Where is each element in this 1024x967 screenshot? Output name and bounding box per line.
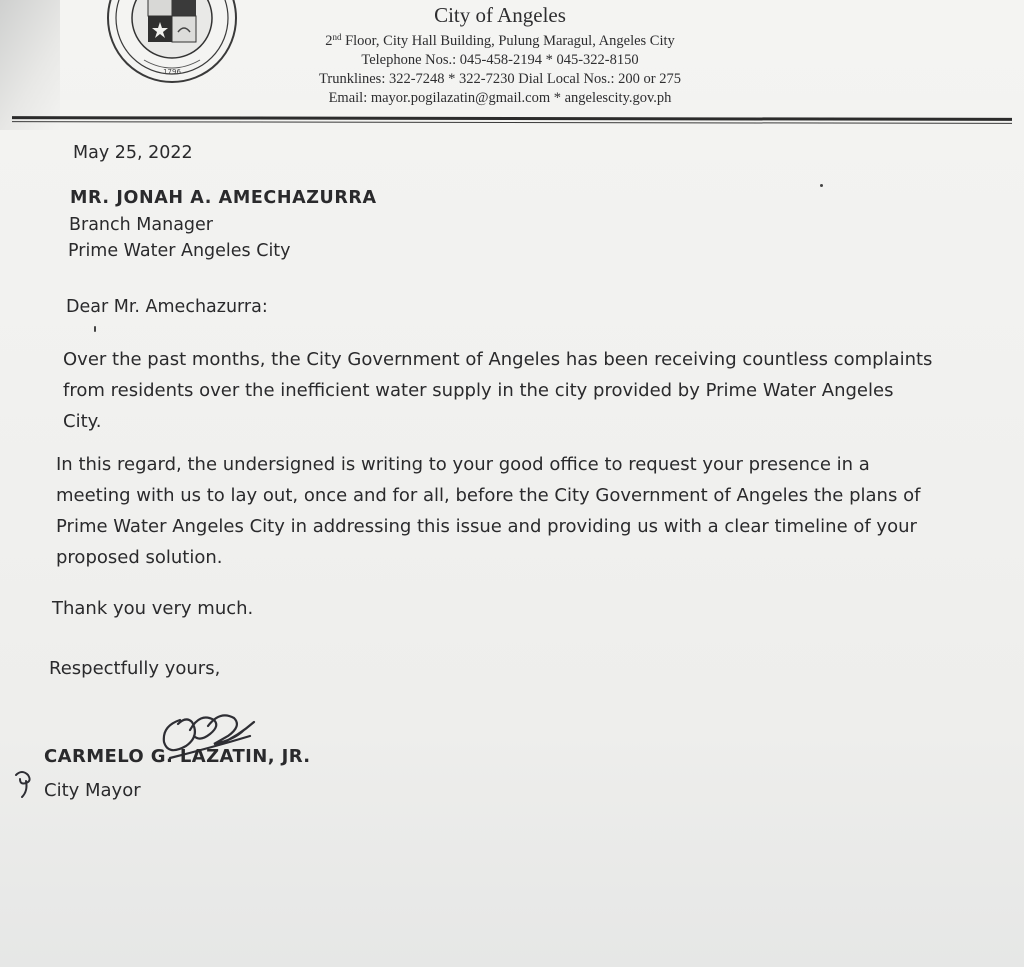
paragraph-1-line: City.: [63, 411, 102, 432]
city-name: City of Angeles: [434, 3, 566, 27]
telephone-line: Telephone Nos.: 045-458-2194 * 045-322-8150: [361, 52, 639, 68]
paragraph-1-line: Over the past months, the City Government of Angeles has been receiving countless complaints: [63, 349, 933, 370]
paragraph-2-line: Prime Water Angeles City in addressing this issue and providing us with a clear timeline of your: [56, 516, 917, 537]
thanks-line: Thank you very much.: [52, 598, 254, 619]
signatory-title: City Mayor: [44, 780, 141, 801]
letter-date: May 25, 2022: [73, 143, 193, 163]
recipient-org: Prime Water Angeles City: [68, 241, 291, 261]
ink-speck: [94, 326, 96, 332]
paragraph-2-line: proposed solution.: [56, 547, 223, 568]
recipient-name: MR. JONAH A. AMECHAZURRA: [70, 188, 377, 208]
handwritten-signature: [150, 700, 270, 780]
paragraph-1-line: from residents over the inefficient water supply in the city provided by Prime Water Angeles: [63, 380, 894, 401]
salutation: Dear Mr. Amechazurra:: [66, 297, 268, 317]
paragraph-2-line: In this regard, the undersigned is writing to your good office to request your presence in a: [56, 454, 870, 475]
paragraph-2: [56, 449, 920, 573]
letterhead: [270, 2, 730, 108]
handwritten-initial: [12, 765, 46, 799]
closing-line: Respectfully yours,: [49, 658, 221, 679]
city-seal-icon: [104, 0, 240, 88]
paragraph-2-line: meeting with us to lay out, once and for all, before the City Government of Angeles the plans of: [56, 485, 921, 506]
recipient-title: Branch Manager: [69, 215, 213, 235]
header-rule-thin: [12, 121, 1012, 124]
seal-year: 1796: [163, 68, 181, 76]
address-line: 2nd Floor, City Hall Building, Pulung Maragul, Angeles City: [325, 32, 675, 49]
paper-fold-shadow: [0, 0, 60, 130]
ink-speck: [820, 184, 823, 187]
trunklines-line: Trunklines: 322-7248 * 322-7230 Dial Local Nos.: 200 or 275: [319, 71, 681, 87]
header-rule-thick: [12, 116, 1012, 121]
email-line: Email: mayor.pogilazatin@gmail.com * angelescity.gov.ph: [328, 90, 672, 106]
paragraph-1: [63, 344, 932, 437]
signatory-name: CARMELO G. LAZATIN, JR.: [44, 746, 311, 767]
